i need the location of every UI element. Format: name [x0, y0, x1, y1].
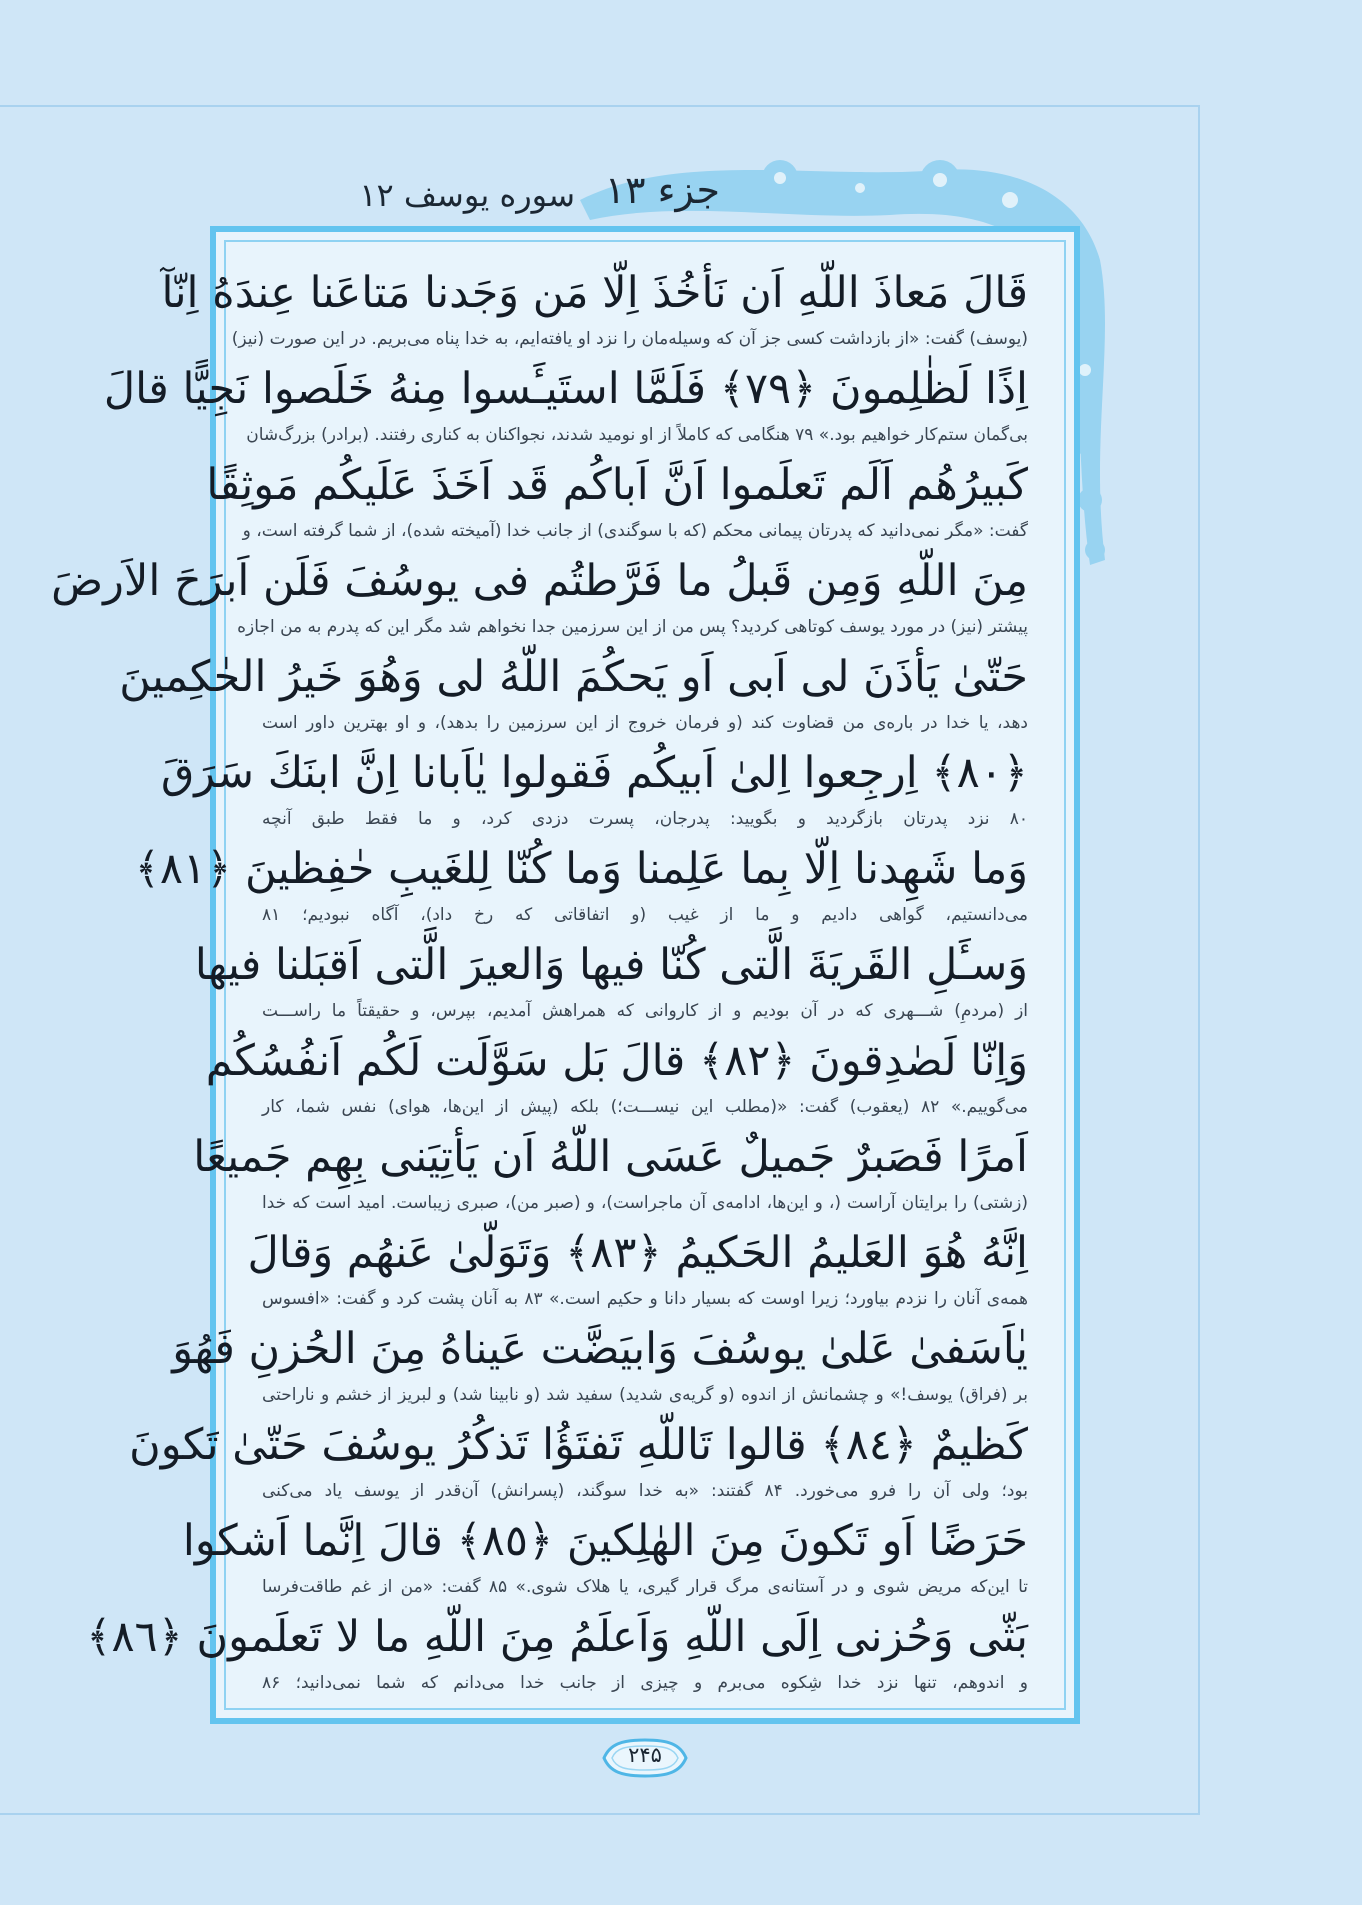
verse-line: [103, 362, 1028, 458]
arabic-line: حَرَضًا اَو تَكونَ مِنَ الهٰلِكينَ ﴿٨٥﴾ قالَ اِنَّما اَشكوا: [182, 1516, 1028, 1566]
juz-label: جزء ۱۳: [604, 168, 720, 212]
translation-line: همه‌ی آنان را نزدم بیاورد؛ زیرا اوست که بسیار دانا و حکیم است.» ۸۳ به آنان پشت کرد و گفت: «افسوس: [262, 1289, 1028, 1309]
arabic-line: اِنَّهُ هُوَ العَليمُ الحَكيمُ ﴿٨٣﴾ وَتَوَلّىٰ عَنهُم وَقالَ: [247, 1228, 1028, 1278]
arabic-line: حَتّىٰ يَأذَنَ لى اَبى اَو يَحكُمَ اللّهُ لى وَهُوَ خَيرُ الحٰكِمينَ: [119, 652, 1028, 702]
verse-line: [206, 458, 1028, 554]
translation-line: بی‌گمان ستم‌کار خواهیم بود.» ۷۹ هنگامی که کاملاً از او نومید شدند، نجواکنان به کناری رفتند. (برادر) بزرگ‌شان: [246, 425, 1028, 445]
verse-line: [51, 554, 1028, 650]
arabic-line: كَبيرُهُم اَلَم تَعلَموا اَنَّ اَباكُم قَد اَخَذَ عَلَيكُم مَوثِقًا: [206, 460, 1028, 510]
verse-line: [172, 1322, 1028, 1418]
translation-line: تا این‌که مریض شوی و در آستانه‌ی مرگ قرار گیری، یا هلاک شوی.» ۸۵ گفت: «من از غم طاقت‌فرسا: [262, 1577, 1028, 1597]
arabic-line: وَسـَٔلِ القَريَةَ الَّتى كُنّا فيها وَالعيرَ الَّتى اَقبَلنا فيها: [194, 940, 1028, 990]
translation-line: (یوسف) گفت: «از بازداشت کسی جز آن که وسیله‌مان را نزد او یافته‌ایم، به خدا پناه می‌بریم. در این صورت (نیز): [231, 329, 1028, 349]
translation-line: می‌دانستیم، گواهی دادیم و ما از غیب (و اتفاقاتی که رخ داد)، آگاه نبودیم؛ ۸۱: [262, 905, 1028, 925]
verse-line: [182, 1514, 1028, 1610]
arabic-line: اَمرًا فَصَبرٌ جَميلٌ عَسَى اللّهُ اَن يَأتِيَنى بِهِم جَميعًا: [193, 1132, 1028, 1182]
translation-line: می‌گوییم.» ۸۲ (یعقوب) گفت: «(مطلب این نیســـت؛) بلکه (پیش از این‌ها، هوای) نفس شما، کار: [262, 1097, 1028, 1117]
quran-page-frame: [51, 226, 1080, 1724]
page-header: [359, 168, 720, 218]
verse-line: [161, 266, 1028, 362]
verse-line: [160, 746, 1028, 842]
arabic-line: يٰاَسَفىٰ عَلىٰ يوسُفَ وَابيَضَّت عَيناهُ مِنَ الحُزنِ فَهُوَ: [172, 1324, 1028, 1374]
translation-line: ۸۰ نزد پدرتان بازگردید و بگویید: پدرجان، پسرت دزدی کرد، و ما فقط طبق آنچه: [262, 809, 1028, 829]
verse-line: [193, 1130, 1028, 1226]
surah-label: سوره یوسف ۱۲: [359, 176, 575, 214]
translation-line: بود؛ ولی آن را فرو می‌خورد. ۸۴ گفتند: «به خدا سوگند، (پسرانش) آن‌قدر از یوسف یاد می‌کنی: [262, 1481, 1028, 1501]
page-number: ۲۴۵: [628, 1743, 662, 1767]
verse-line: [86, 1610, 1028, 1706]
verse-line: [194, 938, 1028, 1034]
translation-line: از (مردمِ) شـــهری که در آن بودیم و از کاروانی که همراهش آمدیم، بپرس، و حقیقتاً ما راســـت: [262, 1001, 1028, 1021]
arabic-line: مِنَ اللّهِ وَمِن قَبلُ ما فَرَّطتُم فى يوسُفَ فَلَن اَبرَحَ الاَرضَ: [51, 556, 1028, 606]
translation-line: و اندوهم، تنها نزد خدا شِکوه می‌برم و چیزی از جانب خدا می‌دانم که شما نمی‌دانید؛ ۸۶: [262, 1673, 1028, 1693]
translation-line: (زشتی) را برایتان آراست (، و این‌ها، ادامه‌ی آن ماجراست)، و (صبر من)، صبری زیباست. امید است که خدا: [262, 1193, 1028, 1213]
arabic-line: وَما شَهِدنا اِلّا بِما عَلِمنا وَما كُنّا لِلغَيبِ حٰفِظينَ ﴿٨١﴾: [134, 844, 1028, 894]
arabic-line: قَالَ مَعاذَ اللّهِ اَن نَأخُذَ اِلّا مَن وَجَدنا مَتاعَنا عِندَهُ اِنّآ: [161, 268, 1028, 318]
translation-line: بر (فراق) یوسف!» و چشمانش از اندوه (و گریه‌ی شدید) سفید شد (و نابینا شد) و لبریز از خشم و ناراحتی: [262, 1385, 1028, 1405]
translation-line: گفت: «مگر نمی‌دانید که پدرتان پیمانی محکم (که با سوگندی) از جانب خدا (آمیخته شده)، از شما گرفته است، و: [242, 521, 1028, 541]
verse-line: [205, 1034, 1028, 1130]
arabic-line: كَظيمٌ ﴿٨٤﴾ قالوا تَاللّهِ تَفتَؤُا تَذكُرُ يوسُفَ حَتّىٰ تَكونَ: [129, 1420, 1028, 1470]
translation-line: پیشتر (نیز) در مورد یوسف کوتاهی کردید؟ پس من از این سرزمین جدا نخواهم شد مگر این که پدرم به من اجازه: [237, 617, 1028, 637]
verse-line: [129, 1418, 1028, 1514]
page-content: [51, 266, 1028, 1706]
verse-line: [119, 650, 1028, 746]
arabic-line: ﴿٨٠﴾ اِرجِعوا اِلىٰ اَبيكُم فَقولوا يٰاَبانا اِنَّ ابنَكَ سَرَقَ: [160, 748, 1028, 798]
translation-line: دهد، یا خدا در باره‌ی من قضاوت کند (و فرمان خروج از این سرزمین را بدهد)، و او بهترین داور است: [262, 713, 1028, 733]
arabic-line: وَاِنّا لَصٰدِقونَ ﴿٨٢﴾ قالَ بَل سَوَّلَت لَكُم اَنفُسُكُم: [205, 1036, 1028, 1086]
arabic-line: اِذًا لَظٰلِمونَ ﴿٧٩﴾ فَلَمَّا استَيـَٔسوا مِنهُ خَلَصوا نَجِيًّا قالَ: [103, 364, 1028, 414]
verse-line: [134, 842, 1028, 938]
arabic-line: بَثّى وَحُزنى اِلَى اللّهِ وَاَعلَمُ مِنَ اللّهِ ما لا تَعلَمونَ ﴿٨٦﴾: [86, 1612, 1028, 1662]
verse-line: [247, 1226, 1028, 1322]
page-number-badge: [600, 1734, 690, 1782]
